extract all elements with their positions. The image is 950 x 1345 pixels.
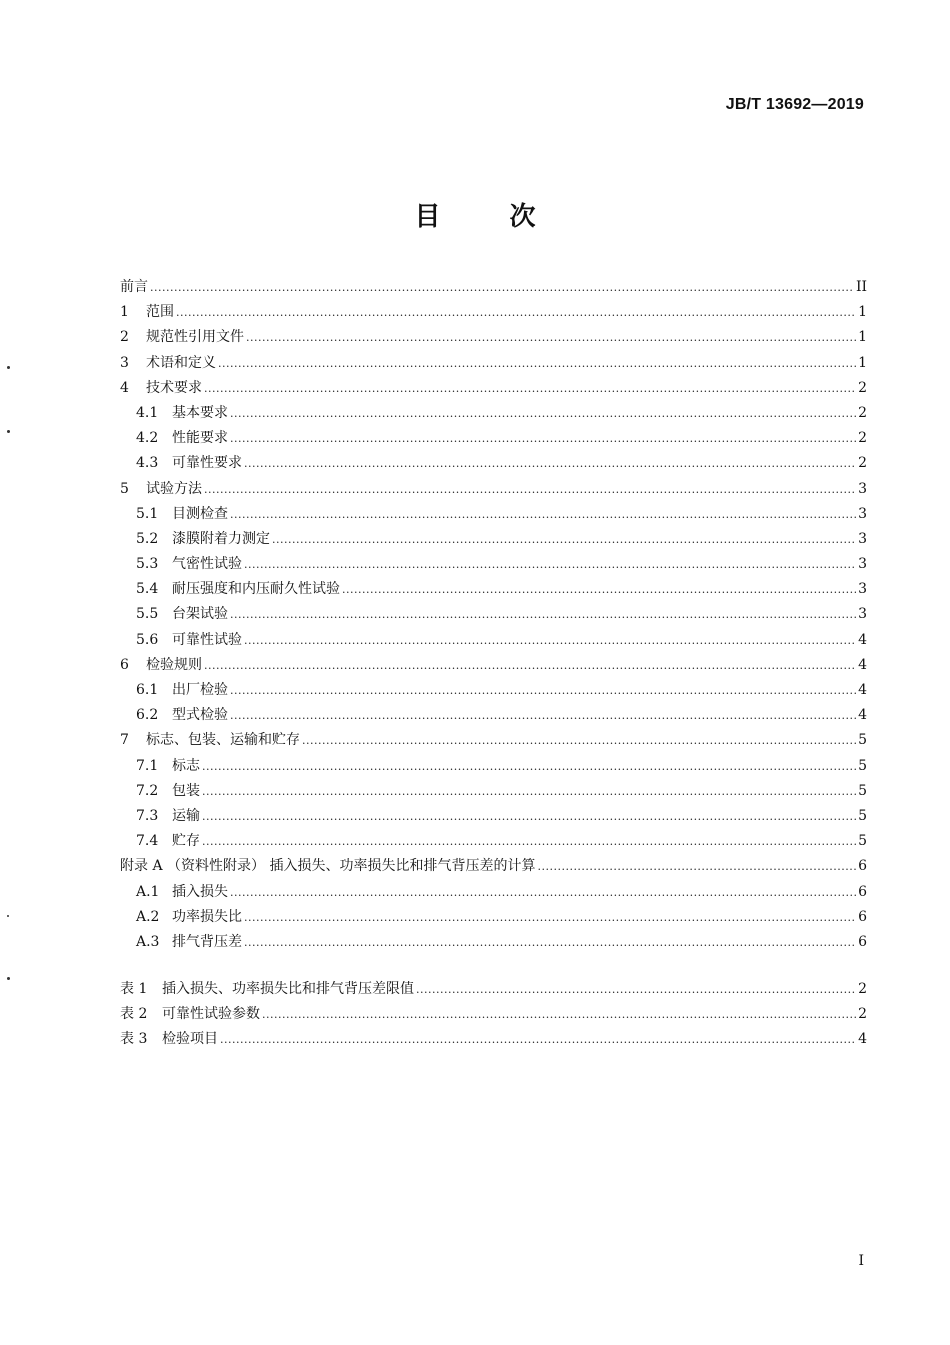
entry-page-number: 4 [858, 682, 867, 698]
entry-page-number: 5 [858, 833, 867, 850]
entry-number: 7 [120, 732, 129, 749]
toc-entry[interactable] [120, 654, 867, 679]
entry-page-number: 4 [858, 707, 867, 724]
entry-label: 技术要求 [146, 379, 202, 396]
entry-number: 4 [120, 379, 129, 396]
entry-number: 表 3 [120, 1031, 148, 1048]
toc-entry[interactable] [120, 906, 867, 931]
entry-label: 插入损失 [172, 883, 228, 900]
entry-number: A.2 [136, 908, 160, 925]
entry-number: 5 [120, 480, 129, 497]
entry-label: 检验项目 [162, 1031, 218, 1048]
toc-entry[interactable] [120, 805, 867, 830]
dot-leader [244, 558, 856, 571]
entry-number: A.1 [136, 883, 160, 900]
entry-number: 7.2 [136, 782, 159, 799]
entry-page-number: 2 [858, 1006, 867, 1023]
dot-leader [244, 457, 856, 470]
scan-mark [7, 430, 10, 433]
toc-entry[interactable] [120, 629, 867, 654]
entry-number: 5.3 [136, 556, 159, 573]
dot-leader [230, 709, 856, 722]
entry-page-number: 5 [858, 807, 867, 824]
entry-page-number: 4 [858, 1031, 867, 1048]
entry-page-number: 5 [858, 757, 867, 774]
entry-page-number: 4 [858, 631, 867, 648]
entry-label: 功率损失比 [172, 908, 242, 925]
entry-page-number: 2 [858, 404, 867, 421]
entry-number: 1 [120, 304, 129, 321]
toc-entry[interactable] [120, 755, 867, 780]
entry-number: 7.1 [136, 757, 159, 774]
dot-leader [204, 659, 856, 672]
entry-page-number: 4 [858, 656, 867, 673]
dot-leader [202, 835, 856, 848]
entry-page-number: 3 [858, 480, 867, 497]
dot-leader [202, 760, 856, 773]
entry-number: 7.4 [136, 833, 159, 850]
entry-label: 附录 A （资料性附录） 插入损失、功率损失比和排气背压差的计算 [120, 858, 536, 875]
toc-entry[interactable] [120, 276, 867, 301]
scan-mark [7, 915, 9, 917]
toc-entry[interactable] [120, 301, 867, 326]
entry-label: 漆膜附着力测定 [172, 530, 270, 547]
entry-page-number: 6 [858, 858, 867, 875]
toc-entry[interactable] [120, 478, 867, 503]
dot-leader [537, 860, 856, 873]
dot-leader [244, 936, 856, 949]
entry-number: 5.6 [136, 631, 159, 648]
entry-page-number: 5 [858, 782, 867, 799]
toc-entry[interactable] [120, 352, 867, 377]
entry-page-number: 1 [858, 304, 867, 321]
entry-page-number: II [855, 279, 867, 295]
toc-entry[interactable] [120, 704, 867, 729]
dot-leader [230, 608, 856, 621]
dot-leader [176, 306, 856, 319]
toc-entry[interactable] [120, 830, 867, 855]
entry-number: A.3 [136, 933, 160, 950]
entry-page-number: 2 [858, 430, 867, 447]
page-title [0, 196, 950, 233]
toc-entry[interactable] [120, 377, 867, 402]
toc-entry[interactable] [120, 855, 867, 880]
toc-entry[interactable] [120, 729, 867, 754]
entry-label: 台架试验 [172, 606, 228, 623]
entry-label: 型式检验 [172, 707, 228, 724]
toc-entry[interactable] [120, 402, 867, 427]
entry-number: 4.3 [136, 455, 159, 472]
dot-leader [272, 533, 856, 546]
dot-leader [218, 357, 856, 370]
table-list-entry[interactable] [120, 978, 867, 1003]
entry-label: 前言 [120, 279, 148, 295]
toc-entry[interactable] [120, 603, 867, 628]
dot-leader [246, 331, 856, 344]
title-char-2: 次 [509, 202, 536, 232]
dot-leader [262, 1008, 856, 1021]
dot-leader [204, 382, 856, 395]
toc-entry[interactable] [120, 326, 867, 351]
entry-number: 表 2 [120, 1006, 148, 1023]
entry-label: 目测检查 [172, 505, 228, 522]
entry-page-number: 3 [858, 530, 867, 547]
entry-page-number: 6 [858, 933, 867, 950]
entry-label: 排气背压差 [172, 933, 242, 950]
dot-leader [230, 508, 856, 521]
entry-page-number: 1 [858, 354, 867, 371]
entry-number: 5.5 [136, 606, 159, 623]
entry-page-number: 6 [858, 908, 867, 925]
table-list-entry[interactable] [120, 1003, 867, 1028]
dot-leader [416, 983, 856, 996]
dot-leader [230, 432, 856, 445]
entry-page-number: 2 [858, 981, 867, 997]
entry-label: 标志 [172, 757, 200, 774]
entry-page-number: 3 [858, 556, 867, 573]
entry-label: 出厂检验 [172, 682, 228, 698]
entry-page-number: 3 [858, 606, 867, 623]
dot-leader [220, 1033, 856, 1046]
entry-label: 检验规则 [146, 656, 202, 673]
entry-page-number: 1 [858, 329, 867, 346]
entry-number: 5.4 [136, 581, 159, 598]
toc-entry[interactable] [120, 780, 867, 805]
scan-mark [7, 366, 10, 369]
scan-mark [7, 977, 10, 980]
entry-page-number: 2 [858, 379, 867, 396]
dot-leader [244, 634, 856, 647]
entry-number: 5.2 [136, 530, 159, 547]
toc-entry[interactable] [120, 503, 867, 528]
entry-label: 可靠性试验参数 [162, 1006, 260, 1023]
table-of-contents [120, 276, 867, 956]
entry-number: 6 [120, 656, 129, 673]
entry-number: 4.1 [136, 404, 159, 421]
table-list-entry[interactable] [120, 1028, 867, 1053]
title-char-1: 目 [414, 202, 441, 232]
entry-label: 术语和定义 [146, 354, 216, 371]
toc-entry[interactable] [120, 679, 867, 704]
dot-leader [230, 684, 856, 697]
dot-leader [342, 583, 856, 596]
entry-label: 试验方法 [146, 480, 202, 497]
entry-label: 贮存 [172, 833, 200, 850]
dot-leader [302, 734, 856, 747]
entry-number: 6.2 [136, 707, 159, 724]
entry-label: 可靠性要求 [172, 455, 242, 472]
entry-page-number: 3 [858, 581, 867, 598]
dot-leader [202, 785, 856, 798]
dot-leader [230, 886, 856, 899]
dot-leader [150, 281, 854, 294]
entry-number: 表 1 [120, 981, 148, 997]
entry-label: 基本要求 [172, 404, 228, 421]
entry-number: 6.1 [136, 682, 159, 698]
toc-entry[interactable] [120, 553, 867, 578]
entry-number: 5.1 [136, 505, 159, 522]
entry-label: 插入损失、功率损失比和排气背压差限值 [162, 981, 414, 997]
entry-number: 3 [120, 354, 129, 371]
entry-page-number: 2 [858, 455, 867, 472]
entry-label: 性能要求 [172, 430, 228, 447]
entry-number: 4.2 [136, 430, 159, 447]
entry-number: 2 [120, 329, 129, 346]
toc-entry[interactable] [120, 528, 867, 553]
entry-label: 范围 [146, 304, 174, 321]
standard-number: JB/T 13692—2019 [725, 96, 864, 113]
entry-page-number: 5 [858, 732, 867, 749]
entry-label: 标志、包装、运输和贮存 [146, 732, 300, 749]
list-of-tables [120, 978, 867, 1054]
page-number: I [858, 1253, 864, 1269]
dot-leader [204, 483, 856, 496]
dot-leader [202, 810, 856, 823]
entry-label: 包装 [172, 782, 200, 799]
toc-entry[interactable] [120, 427, 867, 452]
toc-entry[interactable] [120, 931, 867, 956]
entry-label: 耐压强度和内压耐久性试验 [172, 581, 340, 598]
toc-entry[interactable] [120, 881, 867, 906]
entry-label: 规范性引用文件 [146, 329, 244, 346]
entry-label: 可靠性试验 [172, 631, 242, 648]
entry-label: 气密性试验 [172, 556, 242, 573]
entry-page-number: 3 [858, 505, 867, 522]
entry-label: 运输 [172, 807, 200, 824]
entry-number: 7.3 [136, 807, 159, 824]
toc-entry[interactable] [120, 578, 867, 603]
dot-leader [230, 407, 856, 420]
toc-entry[interactable] [120, 452, 867, 477]
entry-page-number: 6 [858, 883, 867, 900]
dot-leader [244, 911, 856, 924]
